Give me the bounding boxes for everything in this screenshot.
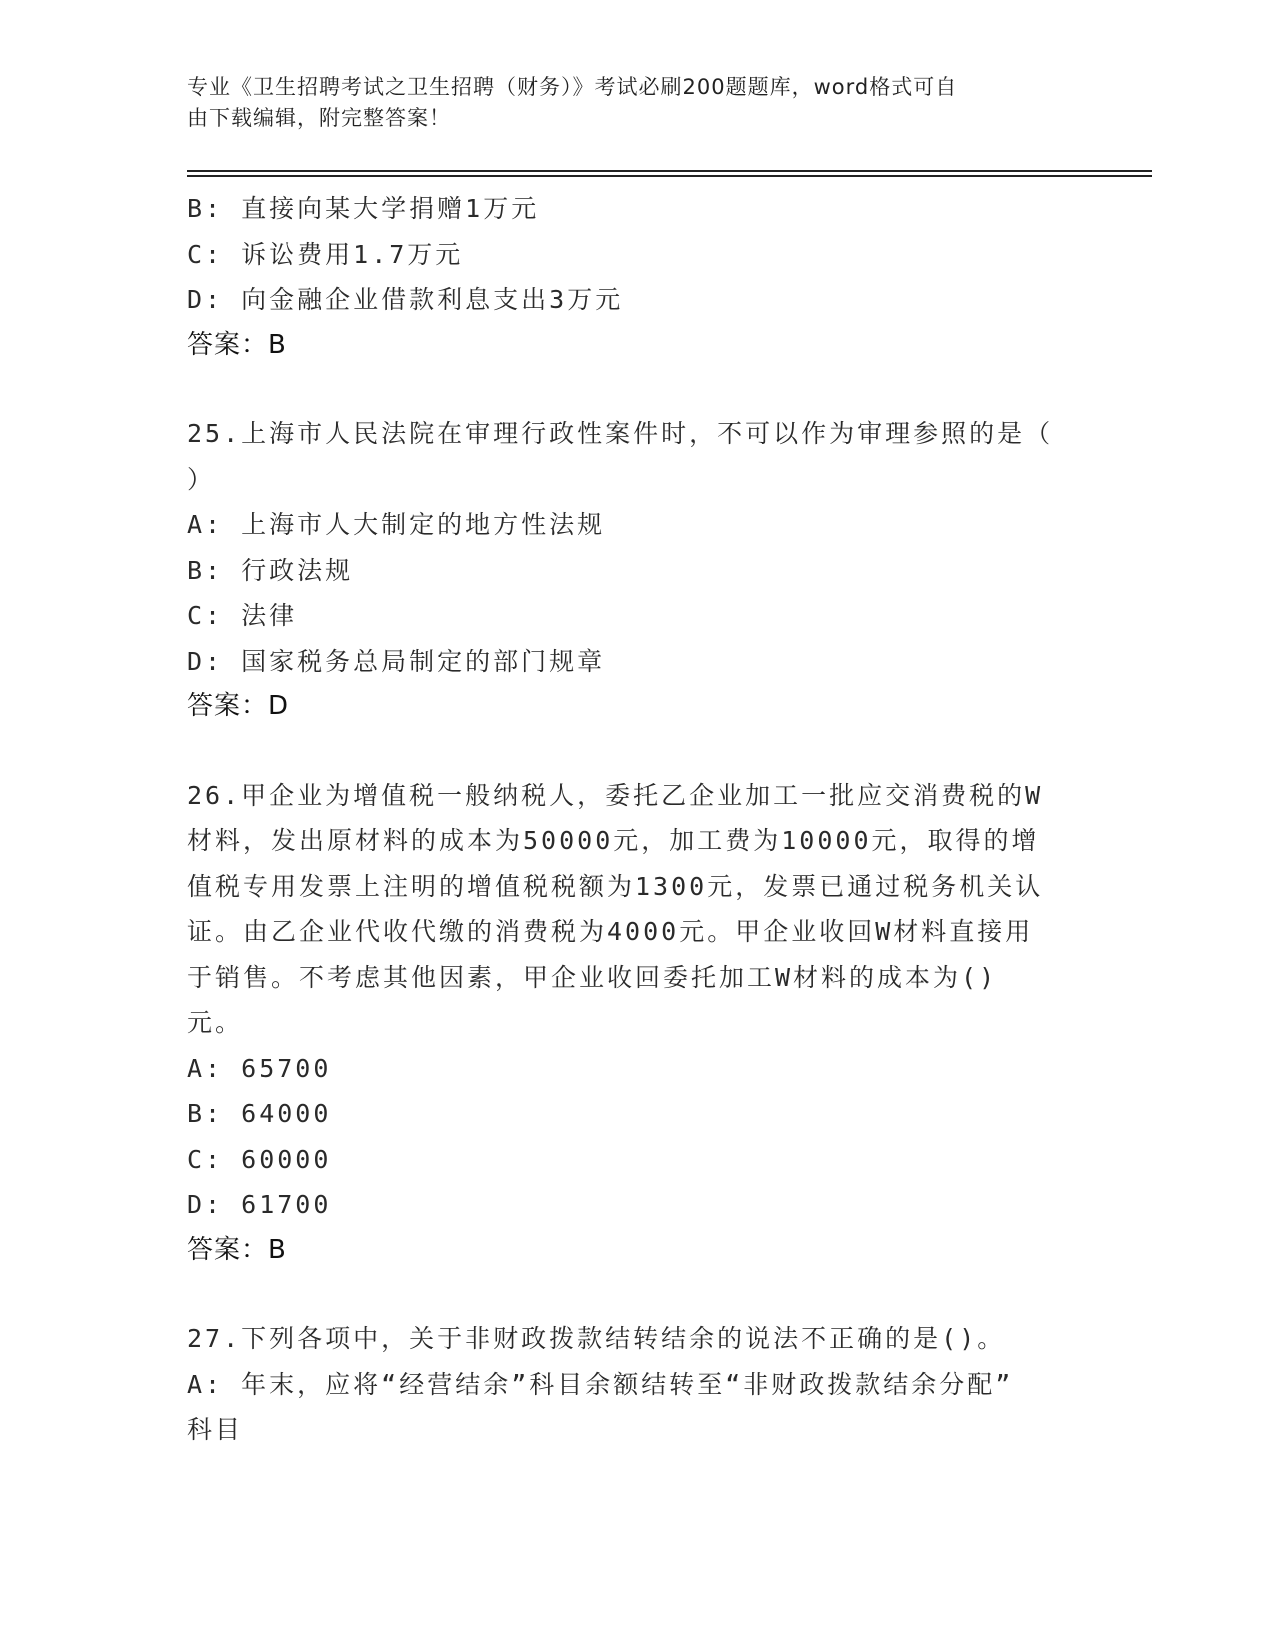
question-spacer: [187, 730, 1087, 773]
question-text: ）: [187, 464, 216, 494]
question-text: 值税专用发票上注明的增值税税额为1300元，发票已通过税务机关认: [187, 871, 1044, 901]
option-a: A: 65700: [187, 1053, 332, 1083]
question-26: [187, 773, 1087, 1274]
question-27: [187, 1316, 1087, 1453]
question-25: [187, 411, 1087, 730]
answer-line: 答案：D: [187, 691, 290, 721]
option-d: D: 61700: [187, 1190, 332, 1219]
option-c: C: 诉讼费用1.7万元: [187, 239, 464, 269]
option-a-continued: 科目: [187, 1415, 244, 1444]
header-divider-bottom: [187, 175, 1152, 177]
option-d: D: 国家税务总局制定的部门规章: [187, 646, 606, 676]
option-a: A: 上海市人大制定的地方性法规: [187, 510, 606, 539]
header-line-2: 由下载编辑，附完整答案！: [187, 106, 451, 130]
question-text: 于销售。不考虑其他因素，甲企业收回委托加工W材料的成本为(): [187, 962, 998, 992]
answer-line: 答案：B: [187, 329, 287, 360]
question-spacer: [187, 368, 1087, 411]
answer-line: 答案：B: [187, 1234, 287, 1265]
option-b: B: 直接向某大学捐赠1万元: [187, 194, 540, 223]
option-c: C: 法律: [187, 601, 298, 630]
question-text: 27.下列各项中，关于非财政拨款结转结余的说法不正确的是()。: [187, 1324, 1006, 1353]
question-text: 元。: [187, 1008, 244, 1037]
header-line-1: 专业《卫生招聘考试之卫生招聘（财务）》考试必刷200题题库，word格式可自: [187, 75, 958, 99]
option-d: D: 向金融企业借款利息支出3万元: [187, 285, 624, 314]
question-spacer: [187, 1273, 1087, 1316]
question-content: [187, 186, 1087, 1453]
question-text: 26.甲企业为增值税一般纳税人，委托乙企业加工一批应交消费税的W: [187, 780, 1044, 810]
option-b: B: 64000: [187, 1099, 332, 1128]
question-24-tail: [187, 186, 1087, 368]
option-c: C: 60000: [187, 1144, 332, 1174]
option-b: B: 行政法规: [187, 555, 354, 585]
option-a: A: 年末，应将“经营结余”科目余额结转至“非财政拨款结余分配”: [187, 1369, 1014, 1399]
page-header: [187, 72, 1067, 134]
question-text: 25.上海市人民法院在审理行政性案件时，不可以作为审理参照的是（: [187, 419, 1054, 448]
question-text: 材料，发出原材料的成本为50000元，加工费为10000元，取得的增: [187, 826, 1040, 855]
header-divider-top: [187, 170, 1152, 172]
question-text: 证。由乙企业代收代缴的消费税为4000元。甲企业收回W材料直接用: [187, 917, 1034, 946]
